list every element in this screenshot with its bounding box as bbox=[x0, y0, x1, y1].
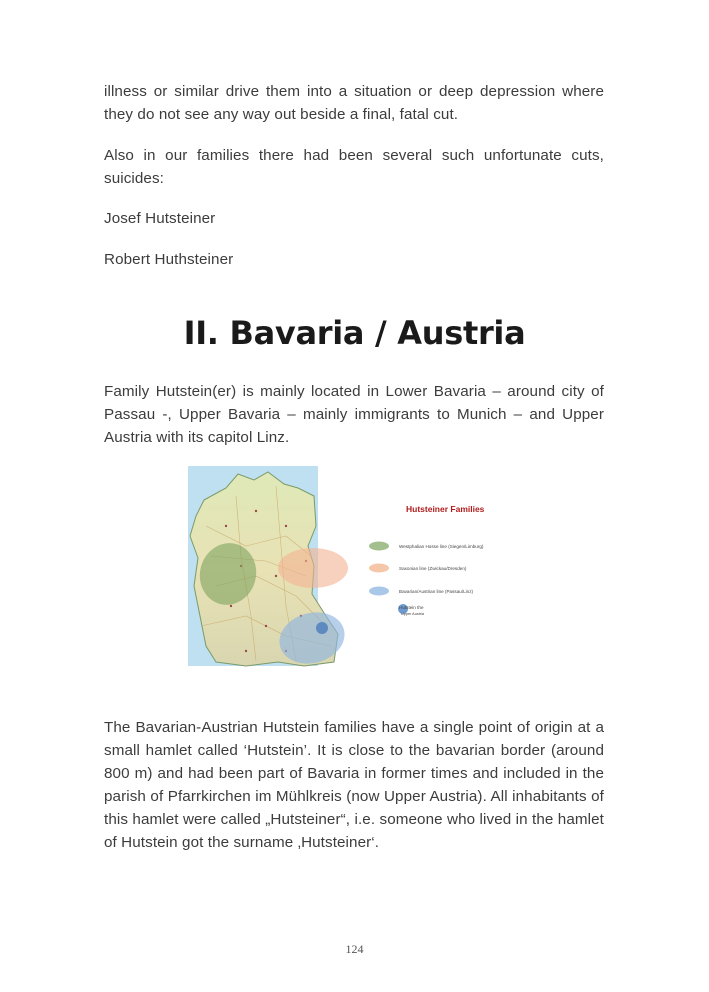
saxonian-region bbox=[278, 548, 348, 588]
paragraph-location: Family Hutstein(er) is mainly located in Lower Bavaria – around city of Passau -, Upper Bavaria – mainly immigrants to Munich – and Upper Austria with its capitol Linz. bbox=[104, 383, 604, 446]
section-heading: II. Bavaria / Austria bbox=[183, 314, 526, 352]
legend-hutstein-sub: Upper Austria bbox=[401, 612, 425, 616]
hutstein-point bbox=[316, 622, 328, 634]
legend-hutstein: Hutstein the bbox=[399, 605, 424, 610]
paragraph-intro: illness or similar drive them into a situation or deep depression where they do not see any way out beside a final, fatal cut. bbox=[104, 83, 604, 123]
family-map-figure bbox=[186, 466, 516, 672]
family-map-image bbox=[186, 466, 516, 672]
legend-swatch-westphalian bbox=[369, 542, 389, 551]
page-number: 124 bbox=[345, 942, 364, 956]
legend-saxonian: Saxonian line (Zwickau/Dresden) bbox=[399, 566, 467, 571]
legend-swatch-saxonian bbox=[369, 564, 389, 573]
name-josef: Josef Hutsteiner bbox=[104, 210, 216, 227]
paragraph-origin: The Bavarian-Austrian Hutstein families have a single point of origin at a small hamlet called ‘Hutstein’. It is close to the bavarian border (around 800 m) and had been part of Bavaria in former times and included in the parish of Pfarrkirchen im Mühlkreis (now Upper Austria). All inhabitants of this hamlet were called „Hutsteiner“, i.e. someone who lived in the hamlet of Hutstein got the surname ‚Hutsteiner‘. bbox=[104, 719, 604, 851]
legend-westphalian: Westphalian Hosse line (Siegen/Limburg) bbox=[399, 544, 484, 549]
paragraph-families: Also in our families there had been several such unfortunate cuts, suicides: bbox=[104, 147, 604, 187]
legend-title: Hutsteiner Families bbox=[406, 504, 485, 514]
legend-swatch-bavarian bbox=[369, 587, 389, 596]
name-robert: Robert Huthsteiner bbox=[104, 251, 234, 268]
legend-bavarian: Bavarian/Austrian line (Passau/Linz) bbox=[399, 589, 474, 594]
